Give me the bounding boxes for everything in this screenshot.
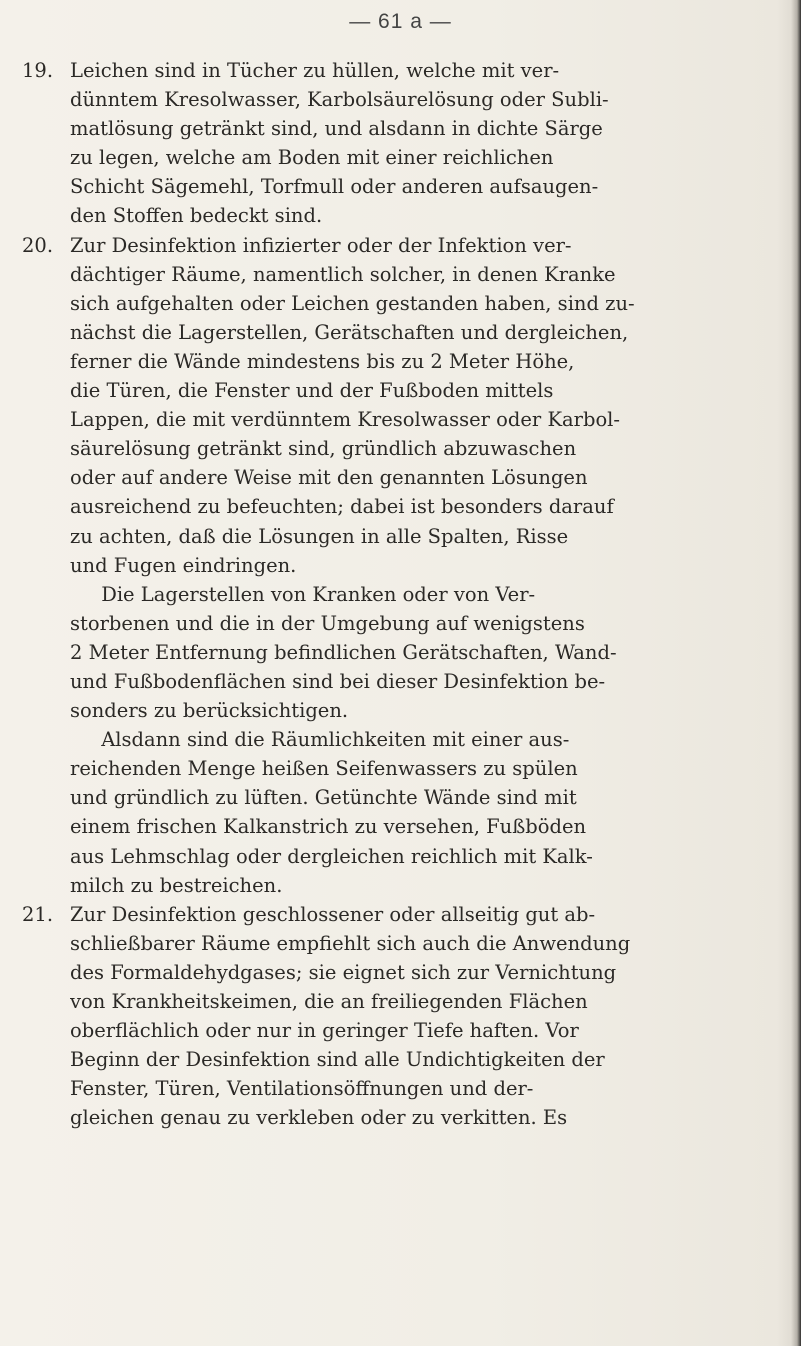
paragraph-20-cont-1	[22, 580, 777, 725]
paragraph-20	[22, 231, 777, 580]
text-line: Zur Desinfektion infizierter oder der Infektion ver-	[70, 233, 572, 257]
text-line: schließbarer Räume empfiehlt sich auch die Anwendung	[70, 931, 631, 955]
text-line: reichenden Menge heißen Seifenwassers zu spülen	[70, 757, 578, 781]
text-line: einem frischen Kalkanstrich zu versehen, Fußböden	[70, 815, 587, 839]
paragraph-19	[22, 56, 777, 231]
text-line: ferner die Wände mindestens bis zu 2 Meter Höhe,	[70, 349, 575, 373]
paragraph-body	[70, 231, 777, 580]
text-line: ausreichend zu befeuchten; dabei ist besonders darauf	[70, 495, 614, 519]
paragraph-body	[70, 56, 777, 231]
text-line: oberflächlich oder nur in geringer Tiefe haften. Vor	[70, 1019, 579, 1043]
text-line: 2 Meter Entfernung befindlichen Gerätschaften, Wand-	[70, 640, 617, 664]
text-line: zu legen, welche am Boden mit einer reichlichen	[70, 146, 554, 170]
text-line: Alsdann sind die Räumlichkeiten mit einer aus-	[101, 728, 570, 752]
text-line: Die Lagerstellen von Kranken oder von Ver-	[101, 582, 536, 606]
text-line: aus Lehmschlag oder dergleichen reichlich mit Kalk-	[70, 844, 593, 868]
text-line: und Fußbodenflächen sind bei dieser Desinfektion be-	[70, 669, 606, 693]
page-header: — 61 a —	[349, 10, 452, 33]
text-line: gleichen genau zu verkleben oder zu verkitten. Es	[70, 1106, 568, 1130]
paragraph-20-cont-2	[22, 725, 777, 900]
text-line: Beginn der Desinfektion sind alle Undichtigkeiten der	[70, 1048, 605, 1072]
paragraph-number: 20.	[22, 233, 54, 257]
text-line: und Fugen eindringen.	[70, 553, 297, 577]
text-line: dünntem Kresolwasser, Karbolsäurelösung oder Subli-	[70, 88, 609, 112]
paragraph-body	[70, 580, 777, 725]
text-line: Schicht Sägemehl, Torfmull oder anderen aufsaugen-	[70, 175, 599, 199]
text-line: Zur Desinfektion geschlossener oder allseitig gut ab-	[70, 902, 596, 926]
paragraph-body	[70, 725, 777, 900]
text-line: Leichen sind in Tücher zu hüllen, welche mit ver-	[70, 59, 560, 82]
text-line: oder auf andere Weise mit den genannten Lösungen	[70, 466, 588, 490]
text-line: sonders zu berücksichtigen.	[70, 699, 349, 723]
text-line: und gründlich zu lüften. Getünchte Wände sind mit	[70, 786, 577, 810]
paragraph-body	[70, 900, 777, 1133]
text-line: säurelösung getränkt sind, gründlich abzuwaschen	[70, 437, 577, 461]
text-line: dächtiger Räume, namentlich solcher, in denen Kranke	[70, 262, 616, 286]
text-line: Fenster, Türen, Ventilationsöffnungen und der-	[70, 1077, 534, 1101]
text-line: sich aufgehalten oder Leichen gestanden haben, sind zu-	[70, 291, 635, 315]
text-line: nächst die Lagerstellen, Gerätschaften und dergleichen,	[70, 320, 629, 344]
paragraph-number: 19.	[22, 59, 54, 82]
text-line: des Formaldehydgases; sie eignet sich zur Vernichtung	[70, 960, 617, 984]
text-line: von Krankheitskeimen, die an freiliegenden Flächen	[70, 990, 588, 1013]
paragraph-21	[22, 900, 777, 1133]
text-line: die Türen, die Fenster und der Fußboden mittels	[70, 379, 554, 403]
text-line: milch zu bestreichen.	[70, 873, 283, 897]
text-line: Lappen, die mit verdünntem Kresolwasser oder Karbol-	[70, 408, 621, 432]
text-line: storbenen und die in der Umgebung auf wenigstens	[70, 611, 585, 635]
text-line: matlösung getränkt sind, und alsdann in dichte Särge	[70, 117, 603, 141]
text-block	[22, 56, 777, 1132]
paragraph-number: 21.	[22, 902, 54, 926]
text-line: zu achten, daß die Lösungen in alle Spalten, Risse	[70, 524, 569, 548]
text-line: den Stoffen bedeckt sind.	[70, 204, 323, 228]
page-edge-shadow	[791, 0, 801, 1346]
